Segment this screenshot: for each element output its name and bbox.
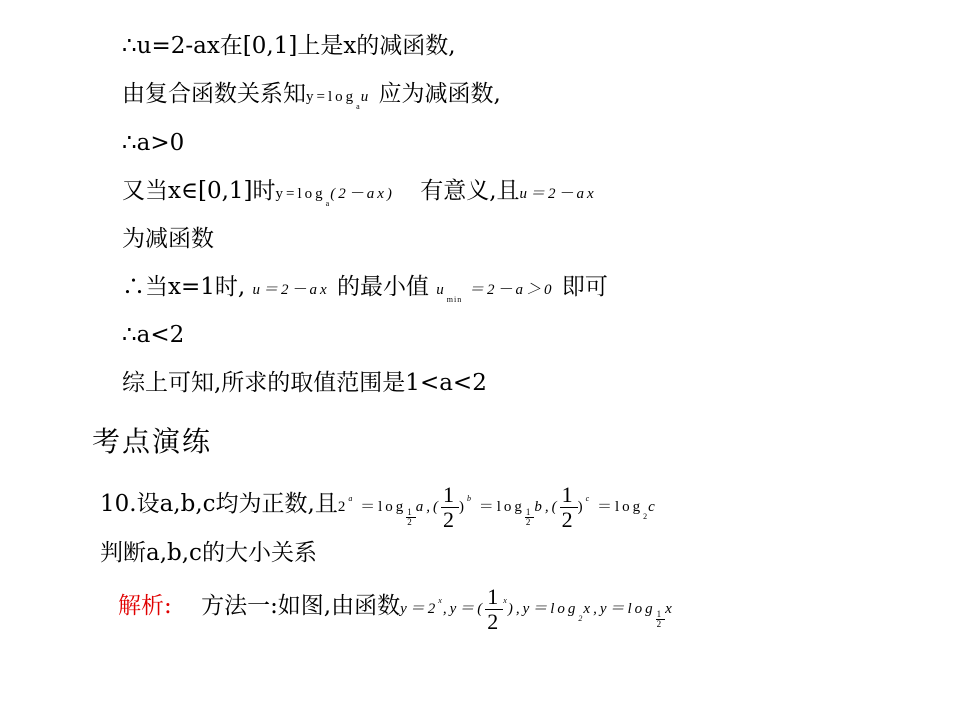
step-3-text: ∴a>0 [122,130,185,156]
step-6-tail: 即可 [561,274,608,300]
formula-u-eq: u＝2－ax [519,186,597,202]
step-2-tail: 应为减函数, [378,81,501,107]
step-7-text: ∴a<2 [122,322,185,348]
solution-text: 方法一:如图,由函数 [201,593,401,619]
step-2 [122,79,501,114]
step-4-text: 又当x∈[0,1]时 [122,178,276,204]
step-1 [122,31,456,61]
step-4-mid: 有意义,且 [420,178,520,204]
formula-u-eq-2: u＝2－ax [252,282,330,298]
step-6-mid: 的最小值 [336,274,429,300]
step-4 [122,176,597,211]
problem-10-question [100,538,317,568]
solution-functions: $y=2^x,y=$( $\frac{1}{2}$ $^x),y=\log_2x,y=\log$ $\frac{1}{2}$ x [400,584,675,635]
step-1-text: ∴u=2-ax在[0,1]上是x的减函数, [122,33,456,59]
section-heading [92,425,212,459]
step-5 [122,224,214,254]
problem-prefix: 10.设a,b,c均为正数,且 [100,491,338,517]
step-2-text: 由复合函数关系知 [122,81,306,107]
problem-question: 判断a,b,c的大小关系 [100,540,317,566]
step-8 [122,368,487,398]
step-7 [122,320,184,350]
solution [118,582,675,634]
conclusion-text: 综上可知,所求的取值范围是1<a<2 [122,370,487,396]
formula-umin: $u_{min} =2-a>0$ [436,282,555,304]
formula-log-a-u: $y=\log_au$ [306,89,372,111]
solution-label: 解析: [118,593,172,619]
step-5-text: 为减函数 [122,226,214,252]
formula-log-a-2ax: $y=\log_a(2-ax)$ [275,186,395,208]
section-title: 考点演练 [92,425,213,458]
step-6-text: ∴当x=1时, [122,274,246,300]
problem-equation: $2^a =\log$ $\frac{1}{2}$ a,( $\frac{1}{2}$ )$^b$ ＝log $\frac{1}{2}$ b,( $\frac{1}{2}$ )$^c =\log_2c$ [337,482,658,533]
step-3 [122,128,184,158]
problem-10 [100,480,658,532]
step-6 [122,272,608,307]
